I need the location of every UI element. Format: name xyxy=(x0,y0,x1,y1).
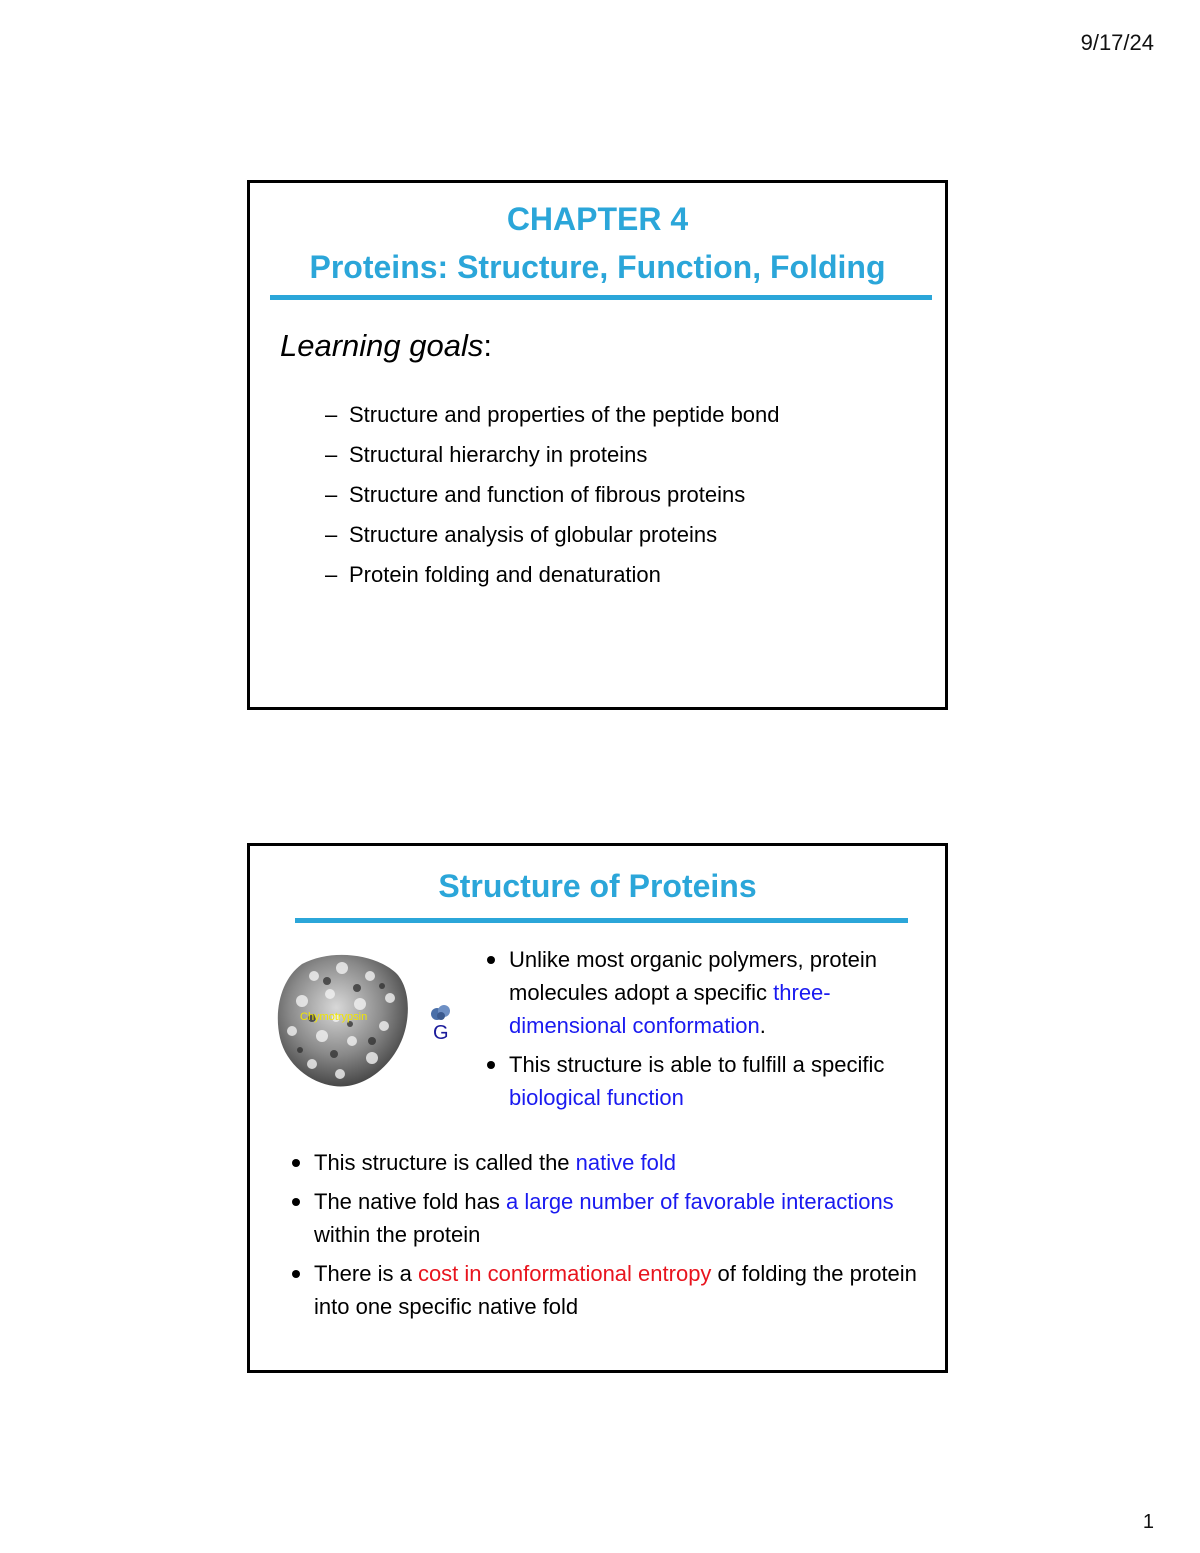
chymotrypsin-label: Chymotrypsin xyxy=(300,1011,368,1023)
list-item: – Structural hierarchy in proteins xyxy=(325,442,648,467)
goal-text: Structure analysis of globular proteins xyxy=(349,522,718,547)
list-item: – Structure analysis of globular proteins xyxy=(325,522,718,547)
learning-goals-heading xyxy=(280,328,492,364)
learning-goals-list xyxy=(325,395,780,595)
slide-chapter-intro xyxy=(247,180,948,710)
lower-bullet-list xyxy=(290,1146,930,1329)
chapter-title: Proteins: Structure, Function, Folding xyxy=(309,249,886,285)
slide-title: Structure of Proteins xyxy=(438,868,757,904)
chapter-heading: CHAPTER 4 xyxy=(506,201,689,237)
list-item: This structure is able to fulfill a specific biological function xyxy=(485,1048,905,1114)
goal-text: Structural hierarchy in proteins xyxy=(349,442,648,467)
glycine-molecule-icon xyxy=(430,1004,452,1022)
highlighted-term: cost in conformational entropy xyxy=(417,1261,712,1286)
glycine-label: G xyxy=(433,1022,449,1044)
chymotrypsin-molecule-image xyxy=(272,946,412,1096)
goal-text: Structure and properties of the peptide bond xyxy=(349,402,780,427)
list-item: – Structure and properties of the peptide bond xyxy=(325,402,780,427)
list-item: The native fold has a large number of favorable interactions within the protein xyxy=(290,1185,930,1251)
highlighted-term: three-dimensional conformation xyxy=(509,980,831,1038)
list-item: – Protein folding and denaturation xyxy=(325,562,661,587)
goal-text: Structure and function of fibrous proteins xyxy=(349,482,746,507)
highlighted-term: biological function xyxy=(509,1085,684,1110)
highlighted-term: native fold xyxy=(575,1150,676,1175)
goal-text: Protein folding and denaturation xyxy=(349,562,661,587)
title-rule xyxy=(295,918,908,923)
page-date: 9/17/24 xyxy=(1080,30,1154,55)
learning-goals-label: Learning goals xyxy=(280,328,484,363)
list-item: – Structure and function of fibrous proteins xyxy=(325,482,746,507)
learning-goals-colon: : xyxy=(483,328,493,363)
list-item: There is a cost in conformational entropy of folding the protein into one specific native fold xyxy=(290,1257,930,1323)
upper-bullet-list xyxy=(485,943,905,1120)
list-item: This structure is called the native fold xyxy=(290,1146,930,1179)
title-rule xyxy=(270,295,932,300)
list-item: Unlike most organic polymers, protein molecules adopt a specific three-dimensional conformation. xyxy=(485,943,905,1042)
slide-structure-of-proteins xyxy=(247,843,948,1373)
page-number: 1 xyxy=(1142,1511,1154,1533)
highlighted-term: a large number of favorable interactions xyxy=(506,1189,894,1214)
